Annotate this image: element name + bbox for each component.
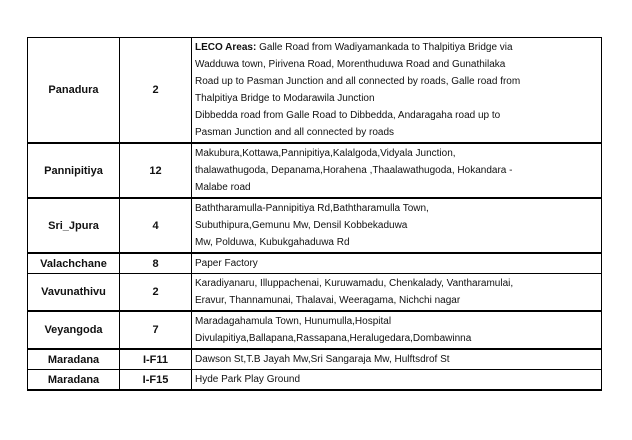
description-line: Galle Road from Wadiyamankada to Thalpitiya Bridge via [259, 42, 513, 53]
description-line: Wadduwa town, Pirivena Road, Morenthuduwa Road and Gunathilaka [195, 59, 506, 70]
description-line: Divulapitiya,Ballapana,Rassapana,Heralugedara,Dombawinna [195, 333, 472, 344]
table-row [28, 253, 602, 274]
area-count: 7 [120, 311, 192, 349]
description-line: Paper Factory [195, 258, 258, 269]
description-line: Makubura,Kottawa,Pannipitiya,Kalalgoda,Vidyala Junction, [195, 148, 456, 159]
description-line: Dawson St,T.B Jayah Mw,Sri Sangaraja Mw, Hulftsdrof St [195, 354, 450, 365]
outage-areas-table [27, 37, 602, 391]
description-line: Dibbedda road from Galle Road to Dibbedda, Andaragaha road up to [195, 110, 501, 121]
table-row [28, 38, 602, 144]
area-count: 8 [120, 253, 192, 274]
description-line: Mw, Polduwa, Kubukgahaduwa Rd [195, 237, 350, 248]
area-count: 2 [120, 274, 192, 312]
description-line: Hyde Park Play Ground [195, 374, 301, 385]
description-line: thalawathugoda, Depanama,Horahena ,Thaalawathugoda, Hokandara - [195, 165, 513, 176]
area-name: Maradana [28, 370, 120, 391]
leco-areas-label: LECO Areas: [195, 42, 257, 53]
description-line: Malabe road [195, 182, 251, 193]
area-count: I-F11 [120, 349, 192, 370]
area-description [192, 253, 602, 274]
description-line: Eravur, Thannamunai, Thalavai, Weeragama, Nichchi nagar [195, 295, 461, 306]
table-row [28, 274, 602, 312]
area-count: 2 [120, 38, 192, 144]
area-name: Valachchane [28, 253, 120, 274]
area-description [192, 38, 602, 144]
table-row [28, 370, 602, 391]
area-description [192, 370, 602, 391]
table-row [28, 143, 602, 198]
description-line: Road up to Pasman Junction and all connected by roads, Galle road from [195, 76, 521, 87]
table-row [28, 198, 602, 253]
area-name: Panadura [28, 38, 120, 144]
area-name: Maradana [28, 349, 120, 370]
table-row [28, 349, 602, 370]
description-line: Thalpitiya Bridge to Modarawila Junction [195, 93, 375, 104]
area-description [192, 274, 602, 312]
area-name: Pannipitiya [28, 143, 120, 198]
area-description [192, 349, 602, 370]
area-name: Veyangoda [28, 311, 120, 349]
area-name: Sri_Jpura [28, 198, 120, 253]
area-description [192, 198, 602, 253]
area-count: I-F15 [120, 370, 192, 391]
description-line: Pasman Junction and all connected by roads [195, 127, 395, 138]
description-line: Subuthipura,Gemunu Mw, Densil Kobbekaduwa [195, 220, 408, 231]
description-line: Karadiyanaru, Illuppachenai, Kuruwamadu, Chenkalady, Vantharamulai, [195, 278, 514, 289]
description-line: Maradagahamula Town, Hunumulla,Hospital [195, 316, 392, 327]
area-count: 4 [120, 198, 192, 253]
description-line: Baththaramulla-Pannipitiya Rd,Baththaramulla Town, [195, 203, 429, 214]
area-description [192, 311, 602, 349]
area-count: 12 [120, 143, 192, 198]
table-row [28, 311, 602, 349]
area-description [192, 143, 602, 198]
area-name: Vavunathivu [28, 274, 120, 312]
